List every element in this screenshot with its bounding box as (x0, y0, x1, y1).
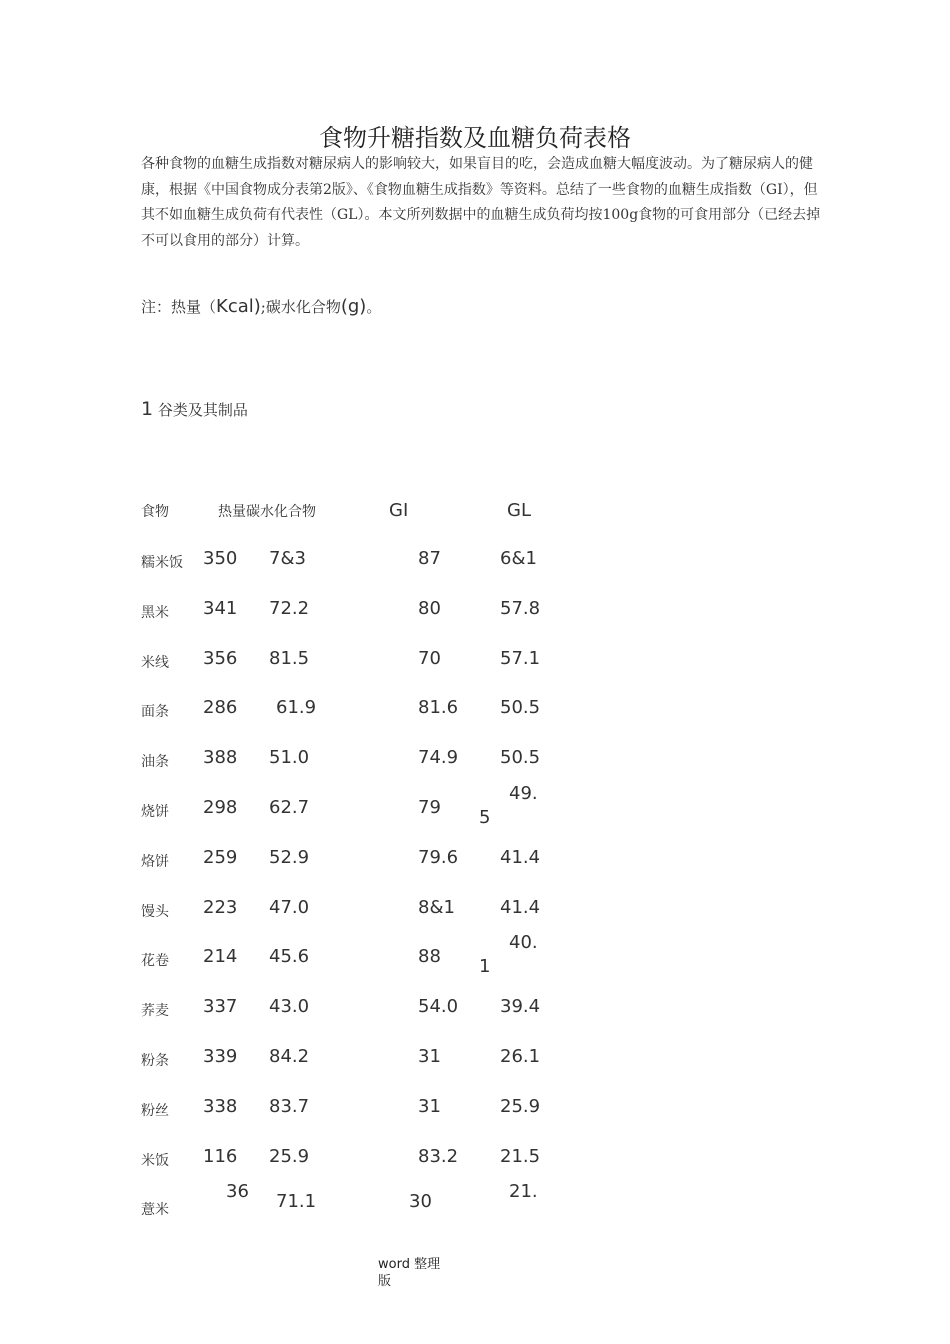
cell-carb: 72.2 (269, 597, 310, 619)
unit-note (141, 296, 381, 317)
table-row (0, 638, 950, 688)
cell-gi: 79.6 (418, 846, 459, 868)
table-row (0, 1036, 950, 1086)
header-food: 食物 (141, 504, 169, 520)
footer-note (378, 1256, 458, 1290)
note-kcal: Kcal) (216, 296, 261, 317)
cell-food: 烙饼 (141, 853, 169, 870)
cell-gi: 87 (418, 548, 441, 569)
cell-gi: 79 (418, 797, 441, 818)
cell-gl: 39.4 (500, 996, 541, 1018)
cell-heat: 350 (203, 548, 238, 569)
cell-carb: 45.6 (269, 946, 310, 968)
note-prefix: 注：热量（ (141, 298, 217, 316)
cell-gl: 57.8 (500, 597, 541, 619)
cell-carb: 61.9 (276, 697, 317, 719)
cell-gi: 74.9 (418, 747, 459, 769)
cell-gl: 26.1 (500, 1046, 541, 1067)
cell-gi: 30 (409, 1191, 432, 1213)
cell-gl-bottom: 1 (479, 956, 491, 978)
cell-gl: 50.5 (500, 697, 541, 719)
cell-gl-top: 40. (509, 932, 538, 954)
cell-carb: 81.5 (269, 647, 310, 669)
cell-carb: 71.1 (276, 1191, 317, 1213)
cell-carb: 47.0 (269, 896, 310, 918)
section-number: 1 (141, 398, 154, 420)
cell-carb: 83.7 (269, 1095, 310, 1117)
cell-food: 黑米 (141, 604, 169, 621)
cell-heat: 36 (226, 1181, 249, 1203)
cell-gl: 21.5 (500, 1145, 541, 1167)
cell-gi: 81.6 (418, 697, 459, 719)
cell-carb: 7&3 (269, 548, 306, 569)
table-row (0, 1086, 950, 1136)
note-middle: ;碳水化合物 (260, 298, 341, 316)
table-row (0, 932, 950, 986)
header-gi: GI (389, 500, 409, 521)
cell-food: 油条 (141, 754, 169, 771)
cell-carb: 43.0 (269, 996, 310, 1018)
cell-food: 荞麦 (141, 1003, 169, 1020)
cell-gi: 70 (418, 647, 441, 669)
cell-gi: 31 (418, 1095, 441, 1117)
cell-heat: 338 (203, 1095, 238, 1117)
table-row (0, 1181, 950, 1235)
cell-heat: 341 (203, 597, 238, 619)
table-row (0, 1136, 950, 1186)
cell-heat: 116 (203, 1145, 238, 1167)
cell-heat: 259 (203, 846, 238, 868)
cell-gi: 83.2 (418, 1145, 459, 1167)
section-heading (141, 398, 248, 420)
cell-food: 糯米饭 (141, 555, 183, 571)
note-g: (g) (340, 296, 367, 317)
cell-gl: 41.4 (500, 846, 541, 868)
header-gl: GL (507, 500, 531, 521)
cell-heat: 388 (203, 747, 238, 769)
cell-food: 面条 (141, 704, 169, 721)
cell-gi: 80 (418, 597, 441, 619)
cell-food: 馒头 (141, 903, 169, 920)
cell-carb: 84.2 (269, 1046, 310, 1067)
cell-gi: 31 (418, 1046, 441, 1067)
table-row (0, 687, 950, 737)
cell-gl: 25.9 (500, 1095, 541, 1117)
cell-heat: 214 (203, 946, 238, 968)
cell-heat: 223 (203, 896, 238, 918)
cell-food: 薏米 (141, 1202, 169, 1219)
cell-gi: 8&1 (418, 896, 455, 918)
cell-carb: 25.9 (269, 1145, 310, 1167)
footer-line-1: word 整理 (378, 1257, 441, 1272)
cell-heat: 339 (203, 1046, 238, 1067)
cell-gl: 50.5 (500, 747, 541, 769)
cell-carb: 62.7 (269, 797, 310, 818)
cell-gl: 57.1 (500, 647, 541, 669)
intro-paragraph: 各种食物的血糖生成指数对糖尿病人的影响较大，如果盲目的吃，会造成血糖大幅度波动。为了糖尿病人的健康，根据《中国食物成分表第2版》、《食物血糖生成指数》等资料。总结了一些食物的血糖生成指数（GI），但其不如血糖生成负荷有代表性（GL）。本文所列数据中的血糖生成负荷均按100g食物的可食用部分（已经去掉不可以食用的部分）计算。 (141, 156, 821, 249)
note-suffix: 。 (366, 298, 382, 316)
table-row (0, 837, 950, 887)
cell-food: 米线 (141, 654, 169, 671)
table-row (0, 783, 950, 837)
cell-gl-top: 49. (509, 783, 538, 804)
table-row (0, 887, 950, 937)
table-row (0, 588, 950, 638)
cell-gl: 21. (509, 1181, 538, 1203)
cell-food: 花卷 (141, 953, 169, 970)
cell-carb: 52.9 (269, 846, 310, 868)
cell-gi: 88 (418, 946, 441, 968)
cell-heat: 286 (203, 697, 238, 719)
table-row (0, 538, 950, 588)
cell-gl-bottom: 5 (479, 807, 491, 828)
table-row (0, 737, 950, 787)
cell-food: 烧饼 (141, 804, 169, 820)
table-row (0, 986, 950, 1036)
cell-heat: 337 (203, 996, 238, 1018)
page-title: 食物升糖指数及血糖负荷表格 (319, 124, 631, 152)
section-label: 谷类及其制品 (157, 401, 248, 419)
cell-gl: 41.4 (500, 896, 541, 918)
cell-food: 粉条 (141, 1053, 169, 1069)
header-heat-carb: 热量碳水化合物 (218, 504, 316, 520)
cell-gl: 6&1 (500, 548, 537, 569)
footer-line-2: 版 (378, 1274, 392, 1289)
cell-carb: 51.0 (269, 747, 310, 769)
cell-heat: 298 (203, 797, 238, 818)
cell-heat: 356 (203, 647, 238, 669)
cell-food: 粉丝 (141, 1102, 169, 1119)
cell-food: 米饭 (141, 1152, 169, 1169)
cell-gi: 54.0 (418, 996, 459, 1018)
